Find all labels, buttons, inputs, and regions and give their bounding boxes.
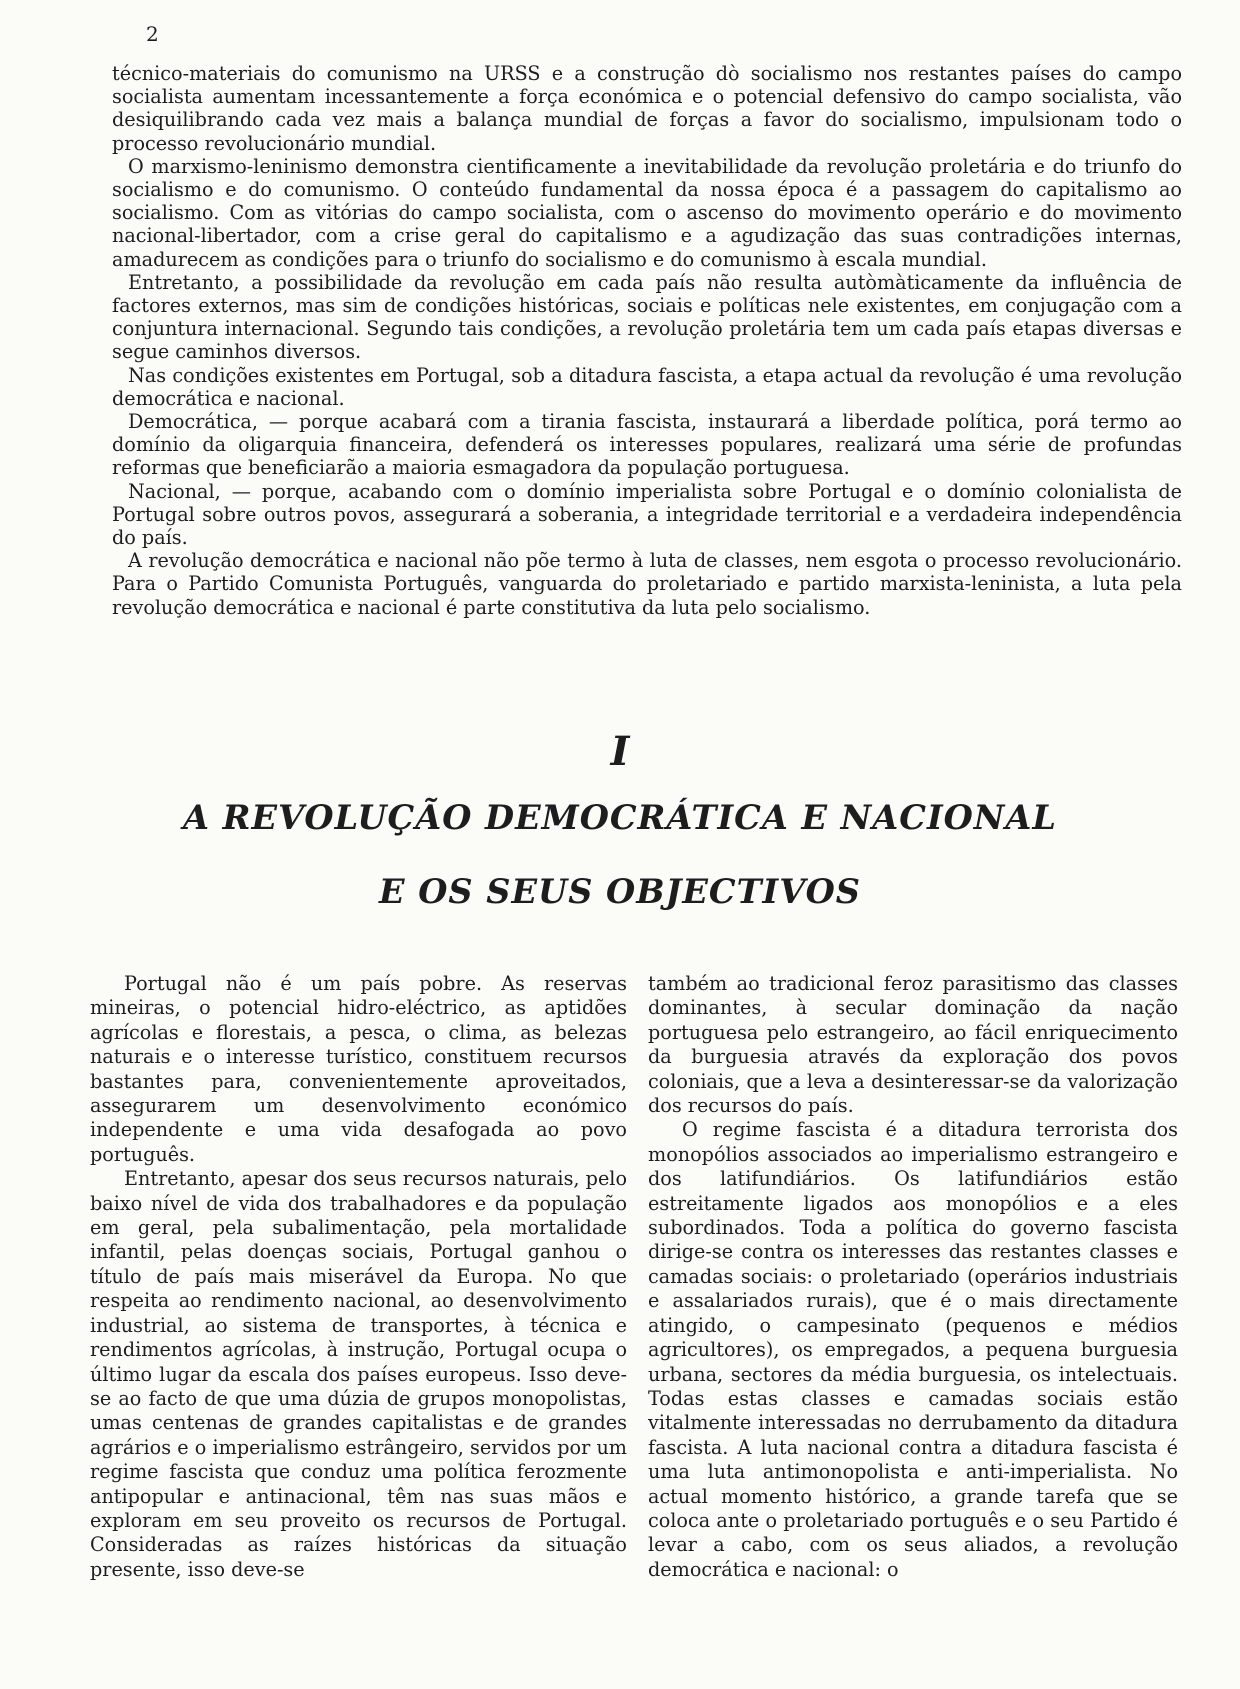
intro-paragraph: Nas condições existentes em Portugal, sob a ditadura fascista, a etapa actual da revolução é uma revolução democrática e nacional.	[112, 363, 1182, 410]
intro-paragraph: Nacional, — porque, acabando com o domínio imperialista sobre Portugal e o domínio colonialista de Portugal sobre outros povos, assegurará a soberania, a integridade territorial e a verdadeira independência do país.	[112, 479, 1182, 550]
intro-paragraph: Entretanto, a possibilidade da revolução em cada país não resulta autòmàticamente da influência de factores externos, mas sim de condições históricas, sociais e políticas nele existentes, em conjugação com a conjuntura internacional. Segundo tais condições, a revolução proletária tem um cada país etapas diversas e segue caminhos diversos.	[112, 270, 1182, 364]
right-column	[648, 972, 1178, 1582]
intro-paragraph: Democrática, — porque acabará com a tirania fascista, instaurará a liberdade política, porá termo ao domínio da oligarquia financeira, defenderá os interesses populares, realizará uma série de profundas reformas que beneficiarão a maioria esmagadora da população portuguesa.	[112, 410, 1182, 480]
body-paragraph: Portugal não é um país pobre. As reservas mineiras, o potencial hidro-eléctrico, as aptidões agrícolas e florestais, a pesca, o clima, as belezas naturais e o interesse turístico, constituem recursos bastantes para, convenientemente aproveitados, assegurarem um desenvolvimento económico independente e uma vida desafogada ao povo português.	[90, 972, 627, 1166]
chapter-numeral: I	[610, 728, 630, 775]
body-paragraph: Entretanto, apesar dos seus recursos naturais, pelo baixo nível de vida dos trabalhadores e da população em geral, pela subalimentação, pela mortalidade infantil, pelas doenças sociais, Portugal ganhou o título de país mais miserável da Europa. No que respeita ao rendimento nacional, ao desenvolvimento industrial, ao sistema de transportes, à técnica e rendimentos agrícolas, à instrução, Portugal ocupa o último lugar da escala dos países europeus. Isso deve-se ao facto de que uma dúzia de grupos monopolistas, umas centenas de grandes capitalistas e de grandes agrários e o imperialismo estrângeiro, servidos por um regime fascista que conduz uma política ferozmente antipopular e antinacional, têm nas suas mãos e exploram em seu proveito os recursos de Portugal. Consideradas as raízes históricas da situação presente, isso deve-se	[90, 1167, 627, 1581]
chapter-title-line-2: E OS SEUS OBJECTIVOS	[379, 872, 861, 911]
left-column	[90, 972, 627, 1582]
body-paragraph: também ao tradicional feroz parasitismo das classes dominantes, à secular dominação da nação portuguesa pelo estrangeiro, ao fácil enriquecimento da burguesia através da exploração dos povos coloniais, que a leva a desinteressar-se da valorização dos recursos do país.	[648, 972, 1178, 1118]
page-number: 2	[146, 22, 159, 46]
intro-paragraph: O marxismo-leninismo demonstra cientificamente a inevitabilidade da revolução proletária e do triunfo do socialismo e do comunismo. O conteúdo fundamental da nossa época é a passagem do capitalismo ao socialismo. Com as vitórias do campo socialista, com o ascenso do movimento operário e do movimento nacional-libertador, com a crise geral do capitalismo e a agudização das suas contradições internas, amadurecem as condições para o triunfo do socialismo e do comunismo à escala mundial.	[112, 154, 1182, 271]
intro-paragraph: A revolução democrática e nacional não põe termo à luta de classes, nem esgota o processo revolucionário. Para o Partido Comunista Português, vanguarda do proletariado e partido marxista-leninista, a luta pela revolução democrática e nacional é parte constitutiva da luta pelo socialismo.	[112, 549, 1182, 619]
body-paragraph: O regime fascista é a ditadura terrorista dos monopólios associados ao imperialismo estrangeiro e dos latifundiários. Os latifundiários estão estreitamente ligados aos monopólios e a eles subordinados. Toda a política do governo fascista dirige-se contra os interesses das restantes classes e camadas sociais: o proletariado (operários industriais e assalariados rurais), que é o mais directamente atingido, o campesinato (pequenos e médios agricultores), os empregados, a pequena burguesia urbana, sectores da média burguesia, os intelectuais. Todas estas classes e camadas sociais estão vitalmente interessadas no derrubamento da ditadura fascista. A luta nacional contra a ditadura fascista é uma luta antimonopolista e anti-imperialista. No actual momento histórico, a grande tarefa que se coloca ante o proletariado português e o seu Partido é levar a cabo, com os seus aliados, a revolução democrática e nacional: o	[648, 1118, 1178, 1581]
chapter-title-line-1: A REVOLUÇÃO DEMOCRÁTICA E NACIONAL	[183, 798, 1057, 837]
intro-text	[112, 62, 1182, 619]
intro-paragraph: técnico-materiais do comunismo na URSS e a construção dò socialismo nos restantes países do campo socialista aumentam incessantemente a força económica e o potencial defensivo do campo socialista, vão desiquilibrando cada vez mais a balança mundial de forças a favor do socialismo, impulsionam todo o processo revolucionário mundial.	[112, 62, 1182, 155]
